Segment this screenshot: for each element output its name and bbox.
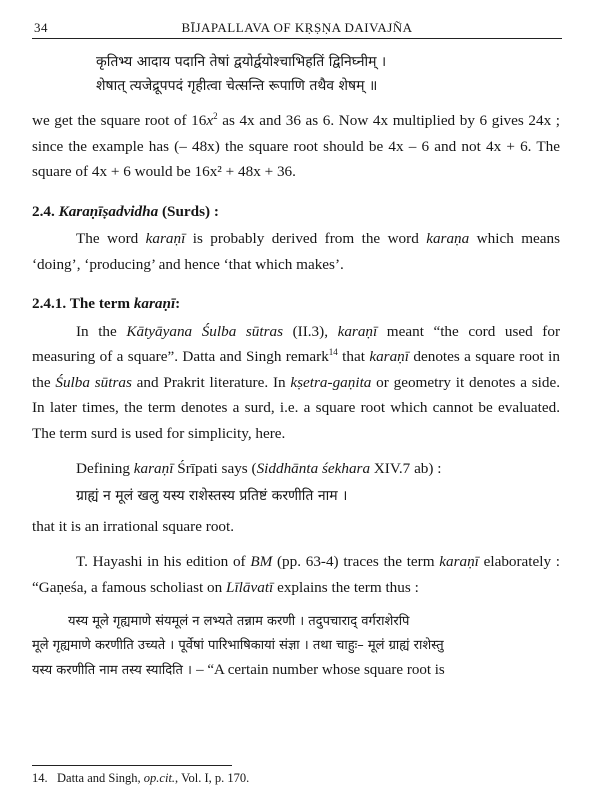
sanskrit-verse-3 bbox=[32, 610, 560, 683]
text-run: denotes a square root in the bbox=[32, 348, 560, 391]
math-var: x bbox=[206, 112, 214, 129]
italic-term: karaṇī bbox=[439, 553, 479, 570]
text-run: we get the square root of 16 bbox=[32, 112, 207, 129]
section-title-italic: Karaṇīṣadvidha bbox=[58, 202, 159, 220]
paragraph-karani-definition bbox=[32, 226, 560, 277]
footnote-ref[interactable]: 14 bbox=[328, 346, 338, 357]
section-number: 2.4. bbox=[32, 202, 55, 220]
running-header bbox=[32, 18, 562, 39]
verse-line: ग्राह्यं न मूलं खलु यस्य राशेस्तस्य प्रतिष्टं करणीति नाम । bbox=[76, 487, 348, 504]
verse-line: शेषात् त्यजेद्रूपपदं गृहीत्वा चेत्सन्ति रूपाणि तथैव शेषम् ॥ bbox=[96, 78, 378, 94]
section-heading-2-4 bbox=[32, 199, 560, 225]
text-run: Datta and Singh, bbox=[57, 771, 144, 785]
text-run: and Prakrit literature. In bbox=[131, 373, 291, 391]
text-run: – “A certain number whose square root is bbox=[196, 662, 445, 678]
text-run: elaborately : “Gaṇeśa, a famous scholiast on bbox=[32, 553, 561, 596]
text-run: is probably derived from the word bbox=[185, 230, 427, 247]
page-number: 34 bbox=[34, 20, 48, 35]
text-run: , Vol. I, p. 170. bbox=[175, 771, 250, 785]
text-run: explains the term thus : bbox=[273, 578, 419, 596]
text-run: which means ‘doing’, ‘producing’ and hence ‘that which makes’. bbox=[32, 230, 561, 273]
text-run: Defining bbox=[76, 460, 134, 477]
text-run: XIV.7 ab) : bbox=[370, 460, 442, 477]
text-run: The word bbox=[76, 230, 146, 247]
page-body bbox=[32, 46, 561, 683]
text-run: (pp. 63-4) traces the term bbox=[272, 553, 440, 570]
text-run: In the bbox=[76, 322, 127, 340]
verse-line: यस्य मूले गृह्यमाणे संयमूलं न लभ्यते तन्नाम करणी । तदुपचाराद् वर्गराशेरपि bbox=[68, 614, 410, 629]
text-run: meant “the cord used for measuring of a square”. Datta and Singh remark bbox=[32, 322, 560, 365]
text-run: Śrīpati says ( bbox=[173, 460, 257, 477]
section-heading-2-4-1 bbox=[32, 291, 560, 317]
italic-term: karaṇī bbox=[369, 348, 409, 365]
italic-term: Līlāvatī bbox=[226, 578, 274, 596]
verse-line: मूले गृह्यमाणे करणीति उच्यते । पूर्वेषां पारिभाषिकायां संज्ञा । तथा चाहुः– मूलं ग्राह्यं राशेस्तु bbox=[32, 638, 444, 653]
sanskrit-verse-2 bbox=[56, 484, 560, 508]
section-title: The term bbox=[69, 295, 134, 312]
text-run: that bbox=[337, 348, 370, 365]
verse-line: कृतिभ्य आदाय पदानि तेषां द्वयोर्द्वयोश्चाभिहतिं द्विनिघ्नीम् । bbox=[96, 54, 387, 70]
section-title: (Surds) : bbox=[158, 202, 219, 220]
italic-term: Śulba sūtras bbox=[55, 373, 132, 391]
italic-term: kṣetra-gaṇita bbox=[290, 373, 372, 391]
footnote-number: 14. bbox=[32, 771, 48, 785]
verse-text: यस्य करणीति नाम तस्य स्यादिति । bbox=[32, 663, 197, 678]
text-run: (II.3), bbox=[283, 322, 338, 340]
italic-term: Siddhānta śekhara bbox=[256, 460, 371, 477]
sanskrit-verse-1 bbox=[56, 50, 560, 98]
verse-line-mixed bbox=[32, 658, 560, 683]
superscript: 2 bbox=[213, 110, 218, 121]
section-title-italic: karaṇī bbox=[133, 295, 176, 312]
paragraph-term-karani bbox=[32, 319, 560, 447]
paragraph-square-root bbox=[32, 108, 560, 185]
italic-term: BM bbox=[250, 553, 273, 570]
italic-term: op.cit. bbox=[143, 771, 176, 785]
text-run: T. Hayashi in his edition of bbox=[76, 553, 251, 570]
italic-term: karaṇī bbox=[145, 230, 186, 247]
running-title: BĪJAPALLAVA OF KṚṢṆA DAIVAJÑA bbox=[181, 20, 413, 35]
text-run: as 4x and 36 as 6. Now 4x multiplied by 6 gives 24x ; since the example has (– 48x) the square root should be 4x – 6 and not 4x + 6. The square of 4x + 6 would be 16x² + 48x + 36. bbox=[32, 112, 560, 180]
italic-term: karaṇī bbox=[133, 460, 174, 477]
paragraph-irrational bbox=[32, 514, 560, 540]
text-run: or geometry it denotes a side. In later times, the term denotes a surd, i.e. a square root which cannot be evaluated. The term surd is used for simplicity, here. bbox=[32, 373, 560, 442]
text-run: that it is an irrational square root. bbox=[32, 517, 235, 535]
section-number: 2.4.1. bbox=[32, 295, 67, 312]
footnote-divider bbox=[32, 765, 232, 766]
italic-term: karaṇa bbox=[426, 230, 470, 247]
footnote bbox=[32, 771, 249, 786]
paragraph-hayashi bbox=[32, 549, 560, 600]
italic-term: karaṇī bbox=[337, 322, 378, 340]
section-title: : bbox=[175, 295, 181, 312]
paragraph-sripati bbox=[32, 456, 560, 482]
italic-term: Kātyāyana Śulba sūtras bbox=[126, 322, 284, 340]
